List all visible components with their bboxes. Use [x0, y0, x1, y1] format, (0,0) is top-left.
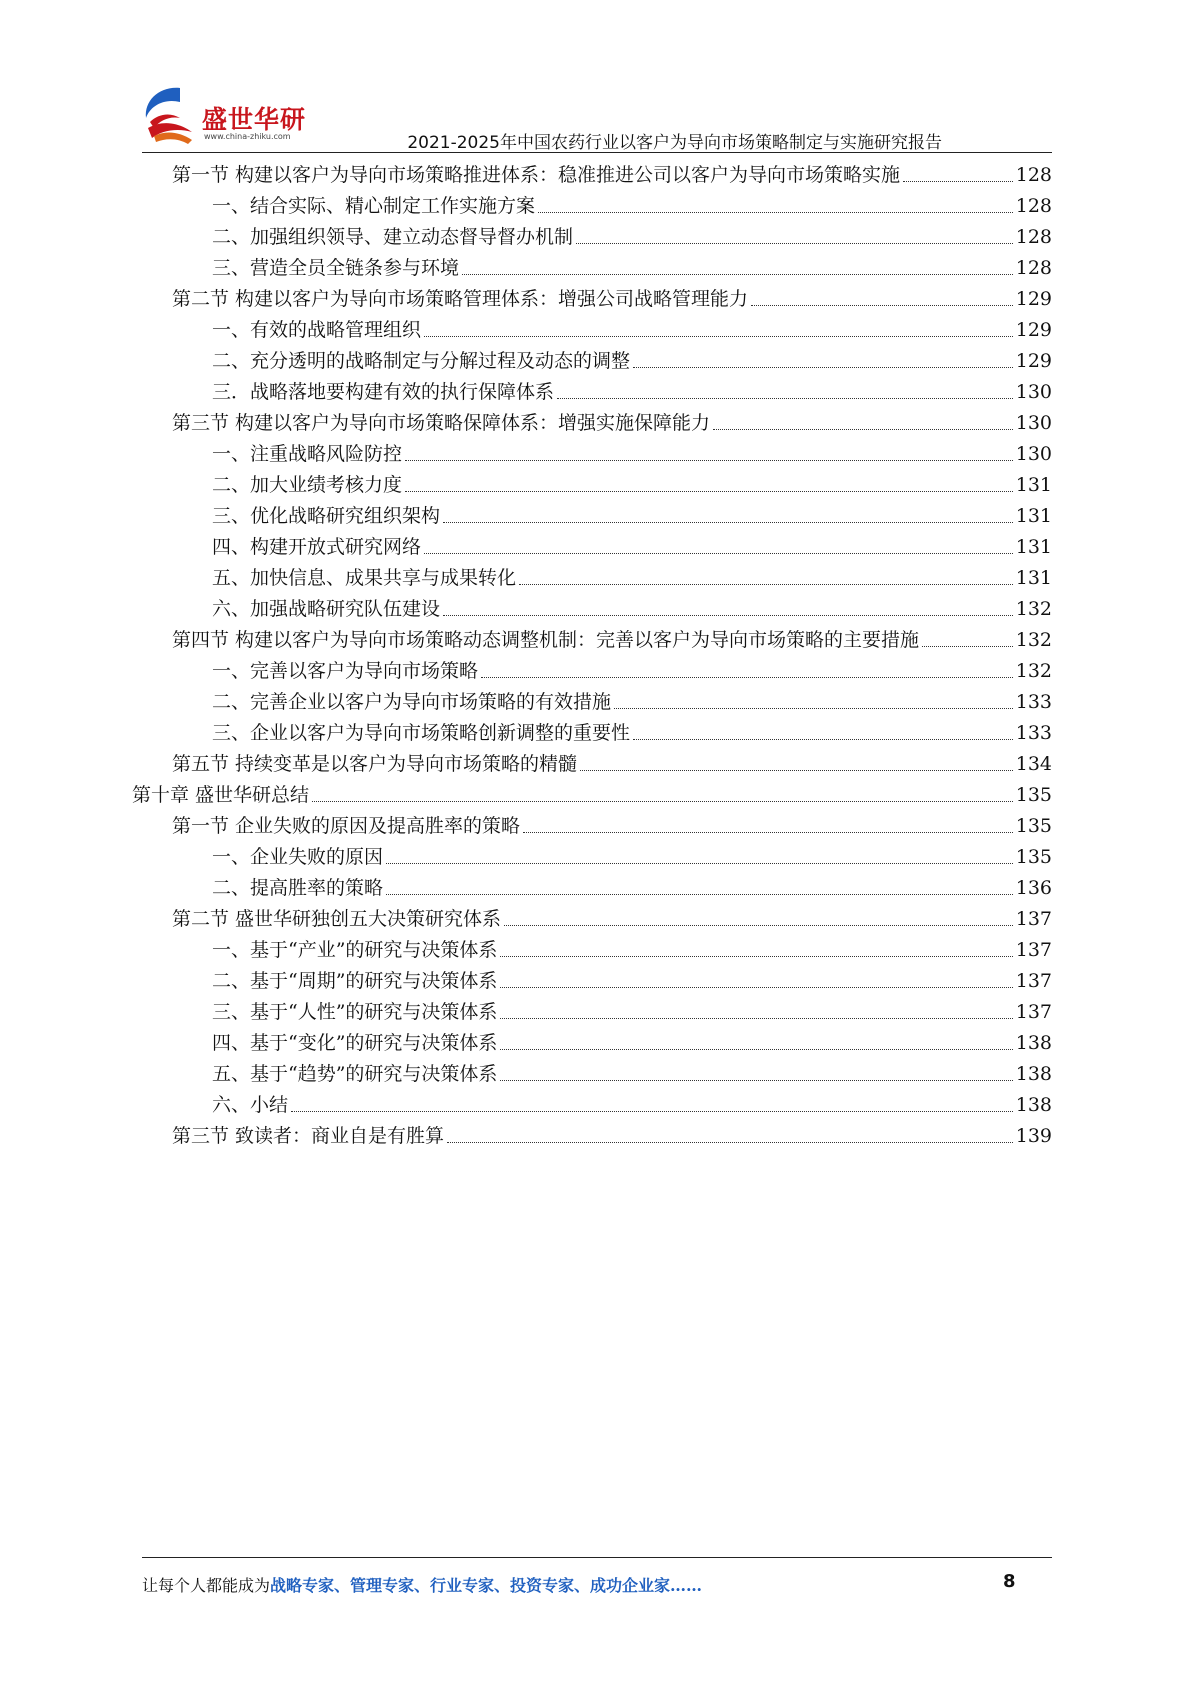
toc-entry[interactable] — [212, 532, 1052, 563]
logo-text: 盛世华研 — [202, 105, 307, 134]
toc-entry[interactable] — [212, 1028, 1052, 1059]
toc-entry-title: 三．战略落地要构建有效的执行保障体系 — [212, 381, 555, 403]
toc-leader-dots — [580, 770, 1013, 771]
toc-leader-dots — [462, 274, 1013, 275]
toc-leader-dots — [523, 832, 1013, 833]
toc-entry-title: 二、加大业绩考核力度 — [212, 474, 403, 496]
toc-entry[interactable] — [172, 284, 1052, 315]
toc-entry-page: 135 — [1015, 846, 1052, 868]
toc-entry[interactable] — [212, 439, 1052, 470]
logo — [140, 82, 310, 148]
toc-entry[interactable] — [212, 842, 1052, 873]
toc-entry-page: 137 — [1015, 939, 1052, 961]
footer-divider — [142, 1557, 1052, 1558]
toc-leader-dots — [713, 429, 1013, 430]
toc-leader-dots — [424, 553, 1013, 554]
toc-leader-dots — [903, 181, 1013, 182]
toc-entry-page: 129 — [1015, 319, 1052, 341]
toc-entry-title: 二、充分透明的战略制定与分解过程及动态的调整 — [212, 350, 631, 372]
toc-leader-dots — [500, 1080, 1012, 1081]
toc-entry-page: 128 — [1015, 164, 1052, 186]
toc-entry-title: 第二节 盛世华研独创五大决策研究体系 — [172, 908, 502, 930]
toc-entry-page: 133 — [1015, 722, 1052, 744]
toc-leader-dots — [500, 1018, 1012, 1019]
toc-leader-dots — [614, 708, 1013, 709]
toc-entry-page: 131 — [1015, 474, 1052, 496]
toc-leader-dots — [557, 398, 1013, 399]
toc-leader-dots — [447, 1142, 1013, 1143]
toc-entry-title: 第五节 持续变革是以客户为导向市场策略的精髓 — [172, 753, 578, 775]
toc-entry-page: 130 — [1015, 443, 1052, 465]
toc-leader-dots — [519, 584, 1013, 585]
toc-entry-page: 138 — [1015, 1094, 1052, 1116]
toc-leader-dots — [312, 801, 1013, 802]
toc-leader-dots — [405, 491, 1013, 492]
toc-entry-title: 第三节 致读者：商业自是有胜算 — [172, 1125, 445, 1147]
toc-entry-page: 128 — [1015, 226, 1052, 248]
toc-leader-dots — [500, 956, 1012, 957]
toc-entry-page: 135 — [1015, 784, 1052, 806]
toc-entry-page: 130 — [1015, 412, 1052, 434]
toc-leader-dots — [922, 646, 1013, 647]
toc-leader-dots — [576, 243, 1013, 244]
header-divider — [142, 152, 1052, 153]
page-number: 8 — [1003, 1571, 1016, 1592]
toc-entry-title: 第三节 构建以客户为导向市场策略保障体系：增强实施保障能力 — [172, 412, 711, 434]
toc-entry-title: 五、加快信息、成果共享与成果转化 — [212, 567, 517, 589]
toc-entry-page: 130 — [1015, 381, 1052, 403]
document-title: 2021-2025年中国农药行业以客户为导向市场策略制定与实施研究报告 — [407, 133, 942, 153]
toc-entry-title: 二、加强组织领导、建立动态督导督办机制 — [212, 226, 574, 248]
toc-entry-page: 131 — [1015, 505, 1052, 527]
toc-leader-dots — [405, 460, 1013, 461]
toc-entry-title: 二、基于“周期”的研究与决策体系 — [212, 970, 498, 992]
toc-entry[interactable] — [212, 656, 1052, 687]
footer-slogan — [142, 1573, 702, 1596]
toc-entry[interactable] — [212, 470, 1052, 501]
toc-entry[interactable] — [212, 191, 1052, 222]
toc-entry-title: 二、完善企业以客户为导向市场策略的有效措施 — [212, 691, 612, 713]
toc-leader-dots — [424, 336, 1013, 337]
toc-entry-page: 132 — [1015, 598, 1052, 620]
toc-entry-page: 128 — [1015, 195, 1052, 217]
toc-leader-dots — [504, 925, 1013, 926]
toc-entry-title: 五、基于“趋势”的研究与决策体系 — [212, 1063, 498, 1085]
toc-entry-page: 137 — [1015, 1001, 1052, 1023]
toc-entry-title: 一、结合实际、精心制定工作实施方案 — [212, 195, 536, 217]
slogan-highlight: 战略专家、管理专家、行业专家、投资专家、成功企业家…… — [270, 1576, 703, 1595]
toc-leader-dots — [751, 305, 1013, 306]
toc-entry-page: 131 — [1015, 536, 1052, 558]
slogan-prefix: 让每个人都能成为 — [142, 1576, 271, 1595]
toc-entry-page: 132 — [1015, 660, 1052, 682]
toc-entry[interactable] — [212, 594, 1052, 625]
toc-entry-page: 135 — [1015, 815, 1052, 837]
toc-entry[interactable] — [212, 718, 1052, 749]
toc-entry-page: 128 — [1015, 257, 1052, 279]
toc-leader-dots — [443, 522, 1013, 523]
toc-leader-dots — [500, 1049, 1012, 1050]
toc-entry[interactable] — [212, 346, 1052, 377]
toc-entry[interactable] — [172, 625, 1052, 656]
toc-entry[interactable] — [212, 253, 1052, 284]
toc-entry[interactable] — [212, 563, 1052, 594]
toc-entry-title: 第十章 盛世华研总结 — [132, 784, 310, 806]
toc-entry-page: 137 — [1015, 970, 1052, 992]
logo-url: www.china-zhiku.com — [204, 132, 291, 141]
toc-leader-dots — [633, 739, 1013, 740]
toc-entry-title: 第一节 企业失败的原因及提高胜率的策略 — [172, 815, 521, 837]
toc-leader-dots — [500, 987, 1012, 988]
toc-entry-page: 136 — [1015, 877, 1052, 899]
toc-entry-title: 四、基于“变化”的研究与决策体系 — [212, 1032, 498, 1054]
logo-emblem-icon — [140, 82, 210, 148]
toc-entry[interactable] — [212, 935, 1052, 966]
toc-entry-title: 六、加强战略研究队伍建设 — [212, 598, 441, 620]
toc-leader-dots — [386, 894, 1013, 895]
toc-entry-title: 一、企业失败的原因 — [212, 846, 384, 868]
toc-entry[interactable] — [212, 966, 1052, 997]
toc-entry-page: 138 — [1015, 1032, 1052, 1054]
toc-entry-page: 129 — [1015, 288, 1052, 310]
toc-leader-dots — [538, 212, 1013, 213]
toc-entry-title: 二、提高胜率的策略 — [212, 877, 384, 899]
toc-entry-title: 三、企业以客户为导向市场策略创新调整的重要性 — [212, 722, 631, 744]
toc-entry-title: 第二节 构建以客户为导向市场策略管理体系：增强公司战略管理能力 — [172, 288, 749, 310]
toc-entry-page: 131 — [1015, 567, 1052, 589]
toc-entry-title: 六、小结 — [212, 1094, 289, 1116]
toc-entry[interactable] — [212, 222, 1052, 253]
toc-leader-dots — [291, 1111, 1013, 1112]
toc-entry[interactable] — [212, 377, 1052, 408]
toc-entry-title: 第一节 构建以客户为导向市场策略推进体系：稳准推进公司以客户为导向市场策略实施 — [172, 164, 901, 186]
toc-entry[interactable] — [212, 501, 1052, 532]
toc-entry-title: 三、优化战略研究组织架构 — [212, 505, 441, 527]
toc-entry-title: 一、基于“产业”的研究与决策体系 — [212, 939, 498, 961]
toc-entry-title: 四、构建开放式研究网络 — [212, 536, 422, 558]
toc-entry[interactable] — [172, 408, 1052, 439]
toc-entry-title: 三、营造全员全链条参与环境 — [212, 257, 460, 279]
toc-entry-page: 132 — [1015, 629, 1052, 651]
toc-entry[interactable] — [212, 315, 1052, 346]
toc-entry[interactable] — [212, 1059, 1052, 1090]
toc-entry-title: 第四节 构建以客户为导向市场策略动态调整机制：完善以客户为导向市场策略的主要措施 — [172, 629, 920, 651]
toc-entry[interactable] — [172, 160, 1052, 191]
toc-entry[interactable] — [132, 780, 1052, 811]
toc-entry[interactable] — [172, 749, 1052, 780]
toc-entry[interactable] — [212, 1090, 1052, 1121]
toc-entry-page: 133 — [1015, 691, 1052, 713]
toc-entry[interactable] — [212, 997, 1052, 1028]
toc-entry-page: 138 — [1015, 1063, 1052, 1085]
toc-leader-dots — [386, 863, 1013, 864]
toc-entry-page: 129 — [1015, 350, 1052, 372]
toc-entry[interactable] — [212, 687, 1052, 718]
toc-entry-page: 134 — [1015, 753, 1052, 775]
toc-entry[interactable] — [172, 1121, 1052, 1152]
toc-entry-title: 一、有效的战略管理组织 — [212, 319, 422, 341]
toc-leader-dots — [633, 367, 1013, 368]
toc-entry-title: 一、注重战略风险防控 — [212, 443, 403, 465]
toc-entry-page: 137 — [1015, 908, 1052, 930]
toc-entry[interactable] — [172, 811, 1052, 842]
toc-entry[interactable] — [212, 873, 1052, 904]
toc-leader-dots — [481, 677, 1013, 678]
toc-entry[interactable] — [172, 904, 1052, 935]
toc-entry-page: 139 — [1015, 1125, 1052, 1147]
toc-entry-title: 一、完善以客户为导向市场策略 — [212, 660, 479, 682]
toc-entry-title: 三、基于“人性”的研究与决策体系 — [212, 1001, 498, 1023]
toc-leader-dots — [443, 615, 1013, 616]
